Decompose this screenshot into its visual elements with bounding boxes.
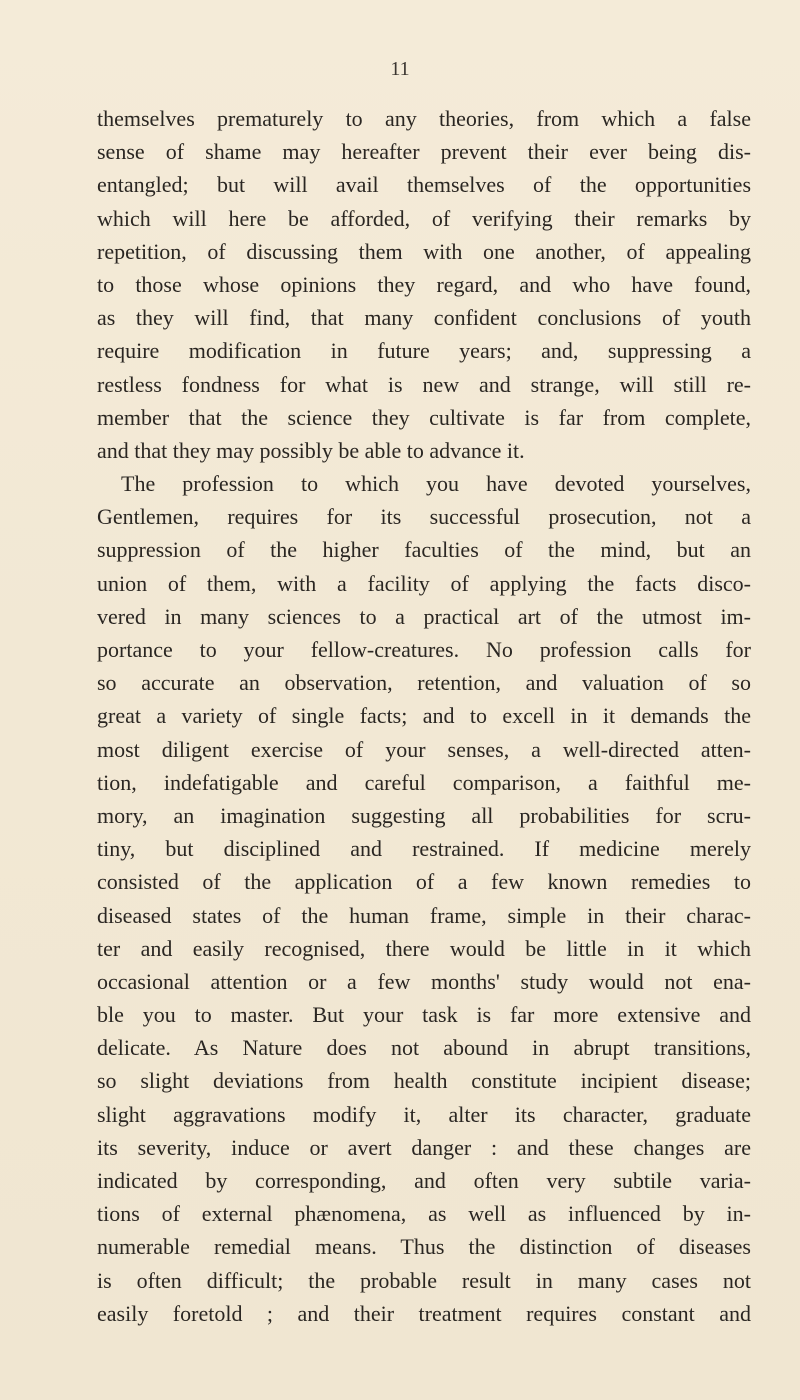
text-line: require modification in future years; and, suppressing a (97, 338, 751, 364)
text-line: delicate. As Nature does not abound in abrupt transitions, (97, 1035, 751, 1061)
text-line: to those whose opinions they regard, and who have found, (97, 271, 751, 297)
body-text (97, 102, 751, 1330)
text-line: themselves prematurely to any theories, from which a false (97, 106, 751, 131)
text-line: repetition, of discussing them with one another, of appealing (97, 238, 751, 264)
text-line: slight aggravations modify it, alter its character, graduate (97, 1101, 751, 1127)
text-line: so slight deviations from health constitute incipient disease; (97, 1068, 751, 1094)
text-line: is often difficult; the probable result in many cases not (97, 1267, 751, 1293)
text-line: its severity, induce or avert danger : and these changes are (97, 1134, 751, 1160)
text-line: easily foretold ; and their treatment requires constant and (97, 1300, 751, 1326)
text-line: numerable remedial means. Thus the distinction of diseases (97, 1234, 751, 1260)
text-line: member that the science they cultivate is far from complete, (97, 404, 751, 430)
page-number: 11 (390, 58, 410, 80)
text-line: tions of external phænomena, as well as influenced by in- (97, 1201, 751, 1227)
text-line: mory, an imagination suggesting all probabilities for scru- (97, 802, 751, 828)
text-line: great a variety of single facts; and to excell in it demands the (97, 703, 751, 729)
text-line: tion, indefatigable and careful comparison, a faithful me- (97, 769, 751, 795)
text-line: ble you to master. But your task is far more extensive and (97, 1002, 751, 1028)
text-line: portance to your fellow-creatures. No profession calls for (97, 637, 751, 662)
text-line: tiny, but disciplined and restrained. If medicine merely (97, 836, 751, 862)
text-line: ter and easily recognised, there would be little in it which (97, 935, 751, 961)
text-line: so accurate an observation, retention, and valuation of so (97, 670, 751, 696)
text-line: indicated by corresponding, and often very subtile varia- (97, 1168, 751, 1193)
text-line: most diligent exercise of your senses, a well-directed atten- (97, 736, 751, 762)
text-line: suppression of the higher faculties of the mind, but an (97, 537, 751, 563)
text-line: entangled; but will avail themselves of the opportunities (97, 172, 751, 198)
text-line: diseased states of the human frame, simple in their charac- (97, 902, 751, 928)
text-line: restless fondness for what is new and strange, will still re- (97, 371, 751, 397)
text-line: union of them, with a facility of applying the facts disco- (97, 570, 751, 596)
text-line: occasional attention or a few months' study would not ena- (97, 968, 751, 994)
text-line: as they will find, that many confident conclusions of youth (97, 305, 751, 331)
text-line: which will here be afforded, of verifying their remarks by (97, 205, 751, 231)
text-line: Gentlemen, requires for its successful prosecution, not a (97, 504, 751, 530)
text-line: and that they may possibly be able to advance it. (97, 437, 525, 463)
text-line: vered in many sciences to a practical art of the utmost im- (97, 603, 751, 629)
text-line: consisted of the application of a few known remedies to (97, 869, 751, 895)
text-line: The profession to which you have devoted yourselves, (121, 471, 751, 497)
text-line: sense of shame may hereafter prevent their ever being dis- (97, 139, 751, 165)
